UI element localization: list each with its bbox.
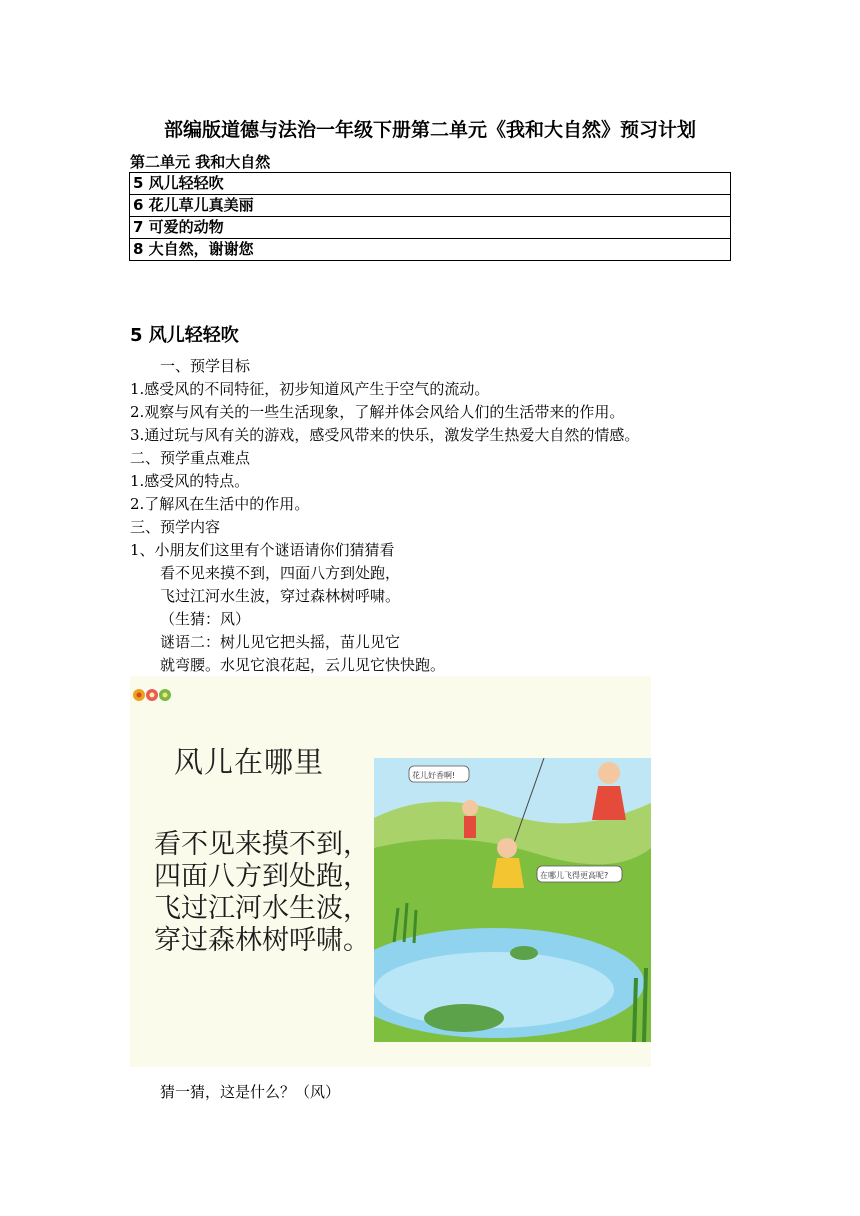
table-row bbox=[130, 217, 731, 239]
lesson-table bbox=[129, 172, 731, 261]
riddle-line: 飞过江河水生波， bbox=[154, 893, 370, 924]
text-line: 谜语二：树儿见它把头摇，苗儿见它 bbox=[160, 633, 401, 651]
text-line: （生猜：风） bbox=[160, 610, 251, 628]
table-cell: 7 可爱的动物 bbox=[130, 217, 731, 239]
riddle-slide-image bbox=[130, 676, 651, 1067]
document-title: 部编版道德与法治一年级下册第二单元《我和大自然》预习计划 bbox=[163, 119, 696, 141]
slide-caption: 猜一猜，这是什么？（风） bbox=[160, 1083, 341, 1101]
speech-bubble-right: 在哪儿飞得更高呢? bbox=[540, 871, 609, 880]
text-line: 2.观察与风有关的一些生活现象，了解并体会风给人们的生活带来的作用。 bbox=[130, 403, 625, 421]
speech-bubble-left: 花儿好香啊! bbox=[412, 771, 456, 780]
children-flying-kite-illustration bbox=[374, 758, 651, 1042]
text-line: 看不见来摸不到，四面八方到处跑， bbox=[160, 564, 401, 582]
table-row bbox=[130, 239, 731, 261]
slide-title: 风儿在哪里 bbox=[174, 745, 325, 779]
text-line: 飞过江河水生波，穿过森林树呼啸。 bbox=[160, 587, 401, 605]
text-line: 就弯腰。水见它浪花起，云儿见它快快跑。 bbox=[160, 656, 446, 674]
text-line: 1.感受风的特点。 bbox=[130, 472, 250, 490]
section-heading: 二、预学重点难点 bbox=[130, 449, 251, 467]
text-line: 1.感受风的不同特征，初步知道风产生于空气的流动。 bbox=[130, 380, 490, 398]
section-heading: 一、预学目标 bbox=[160, 357, 251, 375]
riddle-line: 看不见来摸不到， bbox=[154, 829, 370, 860]
text-line: 3.通过玩与风有关的游戏，感受风带来的快乐，激发学生热爱大自然的情感。 bbox=[130, 426, 640, 444]
flower-decoration-icon bbox=[132, 684, 176, 706]
table-cell: 8 大自然，谢谢您 bbox=[130, 239, 731, 261]
lesson-heading: 5 风儿轻轻吹 bbox=[130, 325, 239, 346]
riddle-line: 四面八方到处跑， bbox=[154, 861, 370, 892]
table-row bbox=[130, 195, 731, 217]
text-line: 1、小朋友们这里有个谜语请你们猜猜看 bbox=[130, 541, 395, 559]
riddle-line: 穿过森林树呼啸。 bbox=[154, 925, 370, 956]
section-heading: 三、预学内容 bbox=[130, 518, 221, 536]
text-line: 2.了解风在生活中的作用。 bbox=[130, 495, 310, 513]
unit-label: 第二单元 我和大自然 bbox=[130, 153, 271, 171]
table-row bbox=[130, 173, 731, 195]
table-cell: 6 花儿草儿真美丽 bbox=[130, 195, 731, 217]
table-cell: 5 风儿轻轻吹 bbox=[130, 173, 731, 195]
